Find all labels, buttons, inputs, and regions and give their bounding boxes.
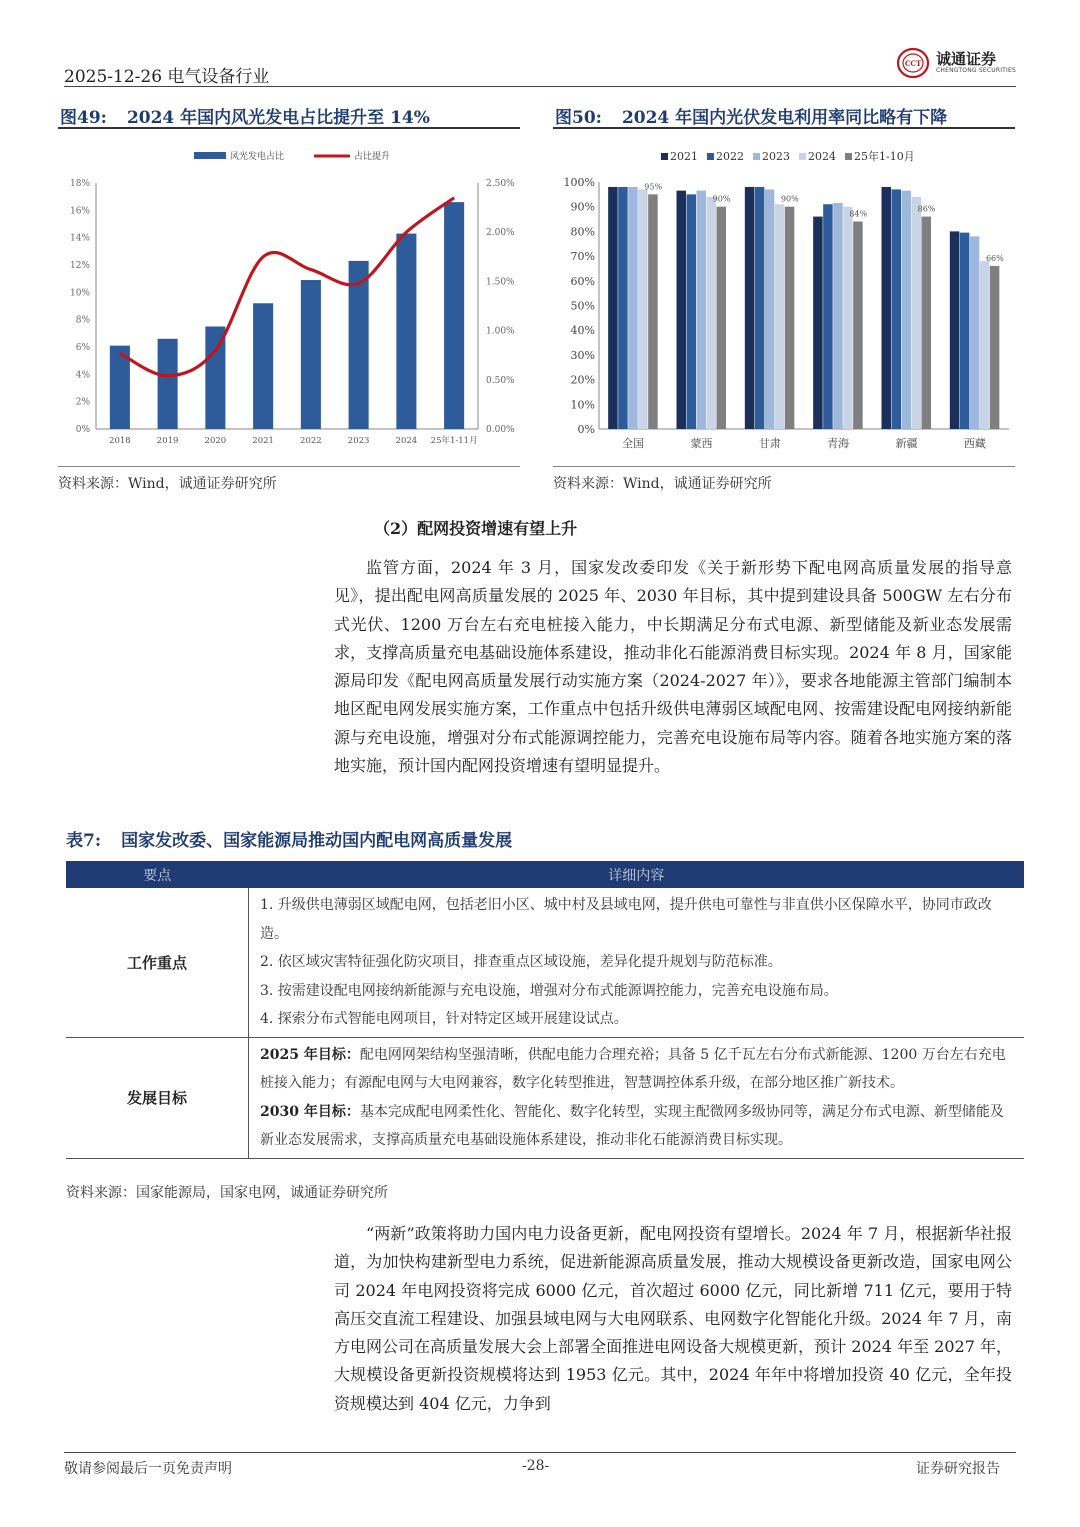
legend-swatch <box>845 153 852 160</box>
legend-swatch <box>707 153 714 160</box>
y-tick-label: 100% <box>563 176 595 189</box>
x-tick-label: 2019 <box>156 436 179 446</box>
legend-swatch <box>753 153 760 160</box>
table7-header-row <box>66 861 1024 888</box>
x-tick-label: 西藏 <box>963 437 986 450</box>
x-tick-label: 2023 <box>347 436 370 446</box>
logo-badge-text: CCT <box>904 59 922 68</box>
x-tick-label: 青海 <box>827 437 850 450</box>
table7 <box>66 861 1024 1159</box>
x-tick-label: 蒙西 <box>690 437 713 450</box>
y-left-tick-label: 14% <box>69 233 90 244</box>
bar <box>158 339 178 429</box>
y-right-tick-label: 2.50% <box>486 179 515 189</box>
bar <box>990 266 1000 429</box>
table7-title-text: 国家发改委、国家能源局推动国内配电网高质量发展 <box>121 831 513 851</box>
y-left-tick-label: 8% <box>75 315 90 326</box>
bar <box>765 189 775 429</box>
bar <box>444 202 464 429</box>
x-tick-label: 全国 <box>622 437 645 450</box>
y-tick-label: 80% <box>570 225 595 239</box>
bar <box>960 233 970 429</box>
x-tick-label: 2020 <box>204 436 227 446</box>
y-tick-label: 40% <box>570 324 595 338</box>
row-detail-dev-goals <box>249 1037 1025 1158</box>
y-right-tick-label: 1.00% <box>486 326 515 337</box>
fig50-title <box>555 103 947 128</box>
goal-2030-label: 2030 年目标： <box>260 1103 360 1120</box>
bar <box>902 191 912 429</box>
x-tick-label: 2018 <box>109 436 131 446</box>
legend-swatch <box>661 153 668 160</box>
bar <box>628 187 638 429</box>
bar <box>843 207 853 429</box>
legend-swatch-bar <box>194 152 226 159</box>
fig50-source-rule <box>553 466 1015 467</box>
section-paragraph <box>334 554 1012 780</box>
legend-label: 2021 <box>670 150 698 163</box>
legend-label-bar: 风光发电占比 <box>230 152 285 162</box>
fig50-title-rule <box>553 127 1015 129</box>
logo-name-cn: 诚通证券 <box>936 50 997 68</box>
bar <box>755 187 765 429</box>
logo-emblem-icon <box>896 46 932 80</box>
table7-title <box>66 826 512 851</box>
data-label: 90% <box>712 194 731 204</box>
bar <box>396 234 416 429</box>
y-left-tick-label: 18% <box>69 179 90 189</box>
header-industry: 电气设备行业 <box>167 67 270 87</box>
fig50-source: 资料来源：Wind，诚通证券研究所 <box>553 476 772 492</box>
bar <box>912 197 922 429</box>
data-label: 95% <box>644 182 663 192</box>
bar <box>717 207 727 429</box>
goal-2030 <box>260 1098 1013 1155</box>
bar <box>697 191 707 429</box>
company-logo <box>896 46 1016 80</box>
legend-label: 2024 <box>808 150 836 163</box>
y-tick-label: 70% <box>570 250 595 264</box>
bar <box>608 187 618 429</box>
table7-col-key: 要点 <box>66 861 249 888</box>
y-tick-label: 90% <box>570 200 595 214</box>
work-item-4: 4. 探索分布式智能电网项目，针对特定区域开展建设试点。 <box>260 1011 628 1027</box>
y-right-tick-label: 0.00% <box>486 425 515 435</box>
legend-label: 25年1-10月 <box>854 150 915 163</box>
y-tick-label: 60% <box>570 274 595 288</box>
row-key-work-focus: 工作重点 <box>66 888 249 1037</box>
header-rule <box>64 86 1016 87</box>
bar <box>745 187 755 429</box>
y-left-tick-label: 0% <box>75 425 90 435</box>
fig49-source: 资料来源：Wind，诚通证券研究所 <box>58 476 277 492</box>
bar <box>677 191 687 429</box>
bar <box>980 261 990 429</box>
x-tick-label: 25年1-11月 <box>430 436 478 446</box>
footer-page-number: -28- <box>522 1458 550 1474</box>
goal-2030-text: 基本完成配电网柔性化、智能化、数字化转型，实现主配微网多级协同等，满足分布式电源、新型储能及新业态发展需求，支撑高质量充电基础设施体系建设，推动非化石能源消费目标实现。 <box>260 1103 1004 1148</box>
bar <box>785 207 795 429</box>
row-detail-work-focus <box>249 888 1025 1037</box>
y-left-tick-label: 16% <box>69 206 90 217</box>
bar <box>618 187 628 429</box>
y-left-tick-label: 6% <box>75 343 90 353</box>
legend-label: 2023 <box>762 150 790 163</box>
x-tick-label: 2024 <box>395 436 418 446</box>
row-key-dev-goals: 发展目标 <box>66 1037 249 1158</box>
work-item-3: 3. 按需建设配电网接纳新能源与充电设施，增强对分布式能源调控能力，完善充电设施布局。 <box>260 982 838 999</box>
y-right-tick-label: 1.50% <box>486 277 515 288</box>
goal-2025-label: 2025 年目标： <box>260 1046 360 1063</box>
bar <box>301 280 321 429</box>
table-row <box>66 888 1024 1037</box>
bar <box>638 189 648 429</box>
y-left-tick-label: 12% <box>69 261 90 271</box>
footer-disclaimer: 敬请参阅最后一页免责声明 <box>64 1461 232 1477</box>
y-tick-label: 30% <box>570 348 595 362</box>
fig49-title-text: 2024 年国内风光发电占比提升至 14% <box>126 108 430 128</box>
fig50-number: 图50: <box>555 108 602 128</box>
bar <box>687 194 697 429</box>
data-label: 84% <box>849 209 868 219</box>
bar <box>648 194 658 429</box>
data-label: 90% <box>780 194 799 204</box>
fig49-title-rule <box>58 127 520 129</box>
paragraph-text: 监管方面，2024 年 3 月，国家发改委印发《关于新形势下配电网高质量发展的指导意见》，提出配电网高质量发展的 2025 年、2030 年目标，其中提到建设具备 500GW 左右分布式光伏、1200 万台左右充电桩接入能力，中长期满足分布式电源、新型储能及新业态发展需求，支撑高质量充电基础设施体系建设，推动非化石能源消费目标实现。2024 年 8 月，国家能源局印发《配电网高质量发展行动实施方案（2024-2027 年）》，要求各地能源主管部门编制本地区配电网发展实施方案，工作重点中包括升级供电薄弱区域配电网、按需建设配电网接纳新能源与充电设施，增强对分布式能源调控能力，完善充电设施布局等内容。随着各地实施方案的落地实施，预计国内配网投资增速有望明显提升。 <box>334 558 1012 776</box>
bar <box>707 197 717 429</box>
bar <box>922 217 932 429</box>
bar <box>813 217 823 429</box>
y-tick-label: 0% <box>577 423 595 436</box>
y-right-tick-label: 0.50% <box>486 375 515 386</box>
data-label: 66% <box>985 253 1004 263</box>
data-label: 86% <box>917 204 936 214</box>
table7-source: 资料来源：国家能源局，国家电网，诚通证券研究所 <box>66 1185 388 1201</box>
fig49-source-rule <box>58 466 520 467</box>
bar <box>950 231 960 429</box>
work-item-1: 1. 升级供电薄弱区域配电网，包括老旧小区、城中村及县域电网，提升供电可靠性与非直供小区保障水平，协同市政改造。 <box>260 897 992 942</box>
header-date-industry <box>64 62 269 87</box>
y-tick-label: 10% <box>570 398 595 412</box>
section-heading: （2）配网投资增速有望上升 <box>374 519 578 538</box>
bar <box>775 204 785 429</box>
footer-report-type: 证券研究报告 <box>916 1461 1000 1477</box>
work-item-2: 2. 依区域灾害特征强化防灾项目，排查重点区域设施，差异化提升规划与防范标准。 <box>260 954 782 970</box>
logo-name-en: CHENGTONG SECURITIES <box>936 67 1017 74</box>
bar <box>253 303 273 429</box>
x-tick-label: 甘肃 <box>758 437 781 450</box>
paragraph-two-text: “两新”政策将助力国内电力设备更新，配电网投资有望增长。2024 年 7 月，根据新华社报道，为加快构建新型电力系统，促进新能源高质量发展，推动大规模设备更新改造，国家电网公司 2024 年电网投资将完成 6000 亿元，首次超过 6000 亿元，同比新增 711 亿元，要用于特高压交直流工程建设、加强县域电网与大电网联系、电网数字化智能化升级。2024 年 7 月，南方电网公司在高质量发展大会上部署全面推进电网设备大规模更新，预计 2024 年至 2027 年，大规模设备更新投资规模将达到 1953 亿元。其中，2024 年年中将增加投资 40 亿元，全年投资规模达到 404 亿元，力争到 <box>334 1224 1012 1413</box>
x-tick-label: 新疆 <box>895 437 918 450</box>
header-date: 2025-12-26 <box>64 67 163 87</box>
bar <box>892 189 902 429</box>
goal-2025-text: 配电网网架结构坚强清晰，供配电能力合理充裕；具备 5 亿千瓦左右分布式新能源、1200 万台左右充电桩接入能力；有源配电网与大电网兼容，数字化转型推进，智慧调控体系升级，在部分地区推广新技术。 <box>260 1046 1006 1091</box>
footer-rule <box>64 1452 1016 1453</box>
legend-swatch <box>799 153 806 160</box>
bar <box>833 203 843 429</box>
x-tick-label: 2022 <box>300 436 322 446</box>
bar <box>823 204 833 429</box>
bar <box>970 236 980 429</box>
table7-col-detail: 详细内容 <box>249 861 1025 888</box>
fig49-chart <box>58 138 520 458</box>
legend-label: 2022 <box>716 150 744 163</box>
y-left-tick-label: 4% <box>75 370 90 381</box>
y-right-tick-label: 2.00% <box>486 228 515 239</box>
fig50-title-text: 2024 年国内光伏发电利用率同比略有下降 <box>621 108 948 128</box>
bar <box>882 187 892 429</box>
bar <box>853 222 863 429</box>
table-row <box>66 1037 1024 1158</box>
y-left-tick-label: 10% <box>69 288 90 299</box>
fig49-title <box>60 103 430 128</box>
fig49-number: 图49: <box>60 108 107 128</box>
x-tick-label: 2021 <box>252 436 274 446</box>
y-tick-label: 50% <box>570 299 595 313</box>
table7-number: 表7: <box>66 831 102 851</box>
paragraph-two <box>334 1220 1012 1418</box>
goal-2025 <box>260 1041 1013 1098</box>
legend-label-line: 占比提升 <box>354 152 391 162</box>
y-tick-label: 20% <box>570 373 595 387</box>
y-left-tick-label: 2% <box>75 397 90 408</box>
fig50-chart <box>553 138 1015 458</box>
